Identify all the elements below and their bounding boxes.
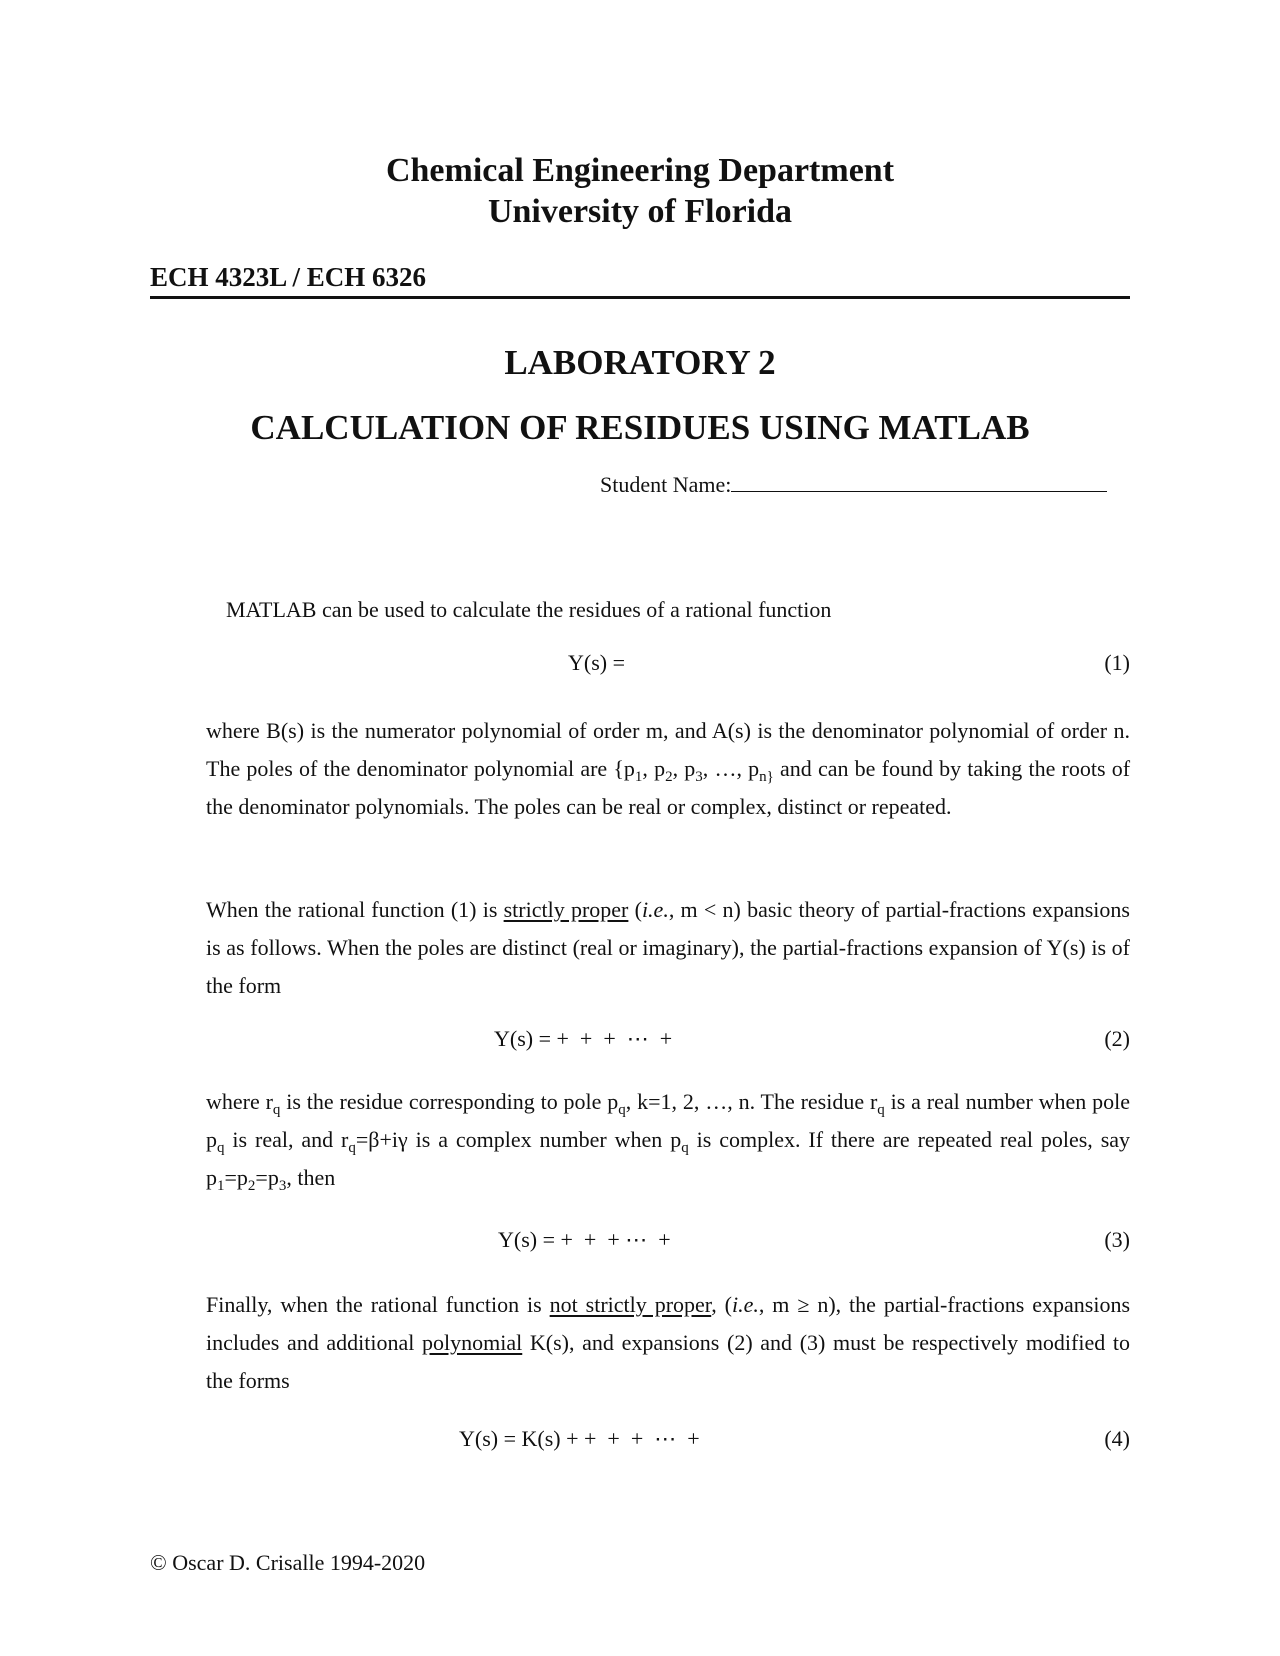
- equation-3-number: (3): [1104, 1227, 1130, 1252]
- course-code: ECH 4323L / ECH 6326: [150, 262, 427, 292]
- equation-4-expr: Y(s) = K(s) + + + + ⋯ +: [459, 1426, 700, 1451]
- strictly-proper-term: strictly proper: [503, 897, 629, 922]
- equation-2: [206, 1026, 1130, 1056]
- equation-3-expr: Y(s) = + + + ⋯ +: [498, 1227, 671, 1252]
- paragraph-not-strictly-proper: Finally, when the rational function is not strictly proper, (i.e., m ≥ n), the partial-fractions expansions includes and additional polynomial K(s), and expansions (2) and (3) must be respectively modified to the forms: [206, 1292, 1131, 1393]
- university-heading: University of Florida: [487, 193, 793, 230]
- lab-title: LABORATORY 2: [504, 343, 776, 382]
- not-strictly-proper-term: not strictly proper: [549, 1292, 712, 1317]
- equation-4: [206, 1426, 1130, 1456]
- copyright-footer: © Oscar D. Crisalle 1994-2020: [150, 1550, 426, 1575]
- student-name-field: [600, 472, 1130, 498]
- equation-1-expr: Y(s) =: [568, 650, 626, 675]
- page-title: CALCULATION OF RESIDUES USING MATLAB: [250, 408, 1030, 447]
- paragraph-poles: where B(s) is the numerator polynomial of order m, and A(s) is the denominator polynomial of order n. The poles of the denominator polynomial are {$p_1$, $p_2$, $p_3$, …, $p_{n\}}$ and can be found by taking the roots of the denominator polynomials. The poles can be real or complex, distinct or repeated.: [206, 718, 1131, 819]
- equation-1-number: (1): [1104, 650, 1130, 675]
- equation-1: [206, 650, 1130, 680]
- equation-4-number: (4): [1104, 1426, 1130, 1451]
- department-heading: Chemical Engineering Department: [385, 152, 895, 189]
- polynomial-term: polynomial: [422, 1330, 523, 1355]
- equation-2-expr: Y(s) = + + + ⋯ +: [494, 1026, 673, 1051]
- equation-3: [206, 1227, 1130, 1257]
- equation-2-number: (2): [1104, 1026, 1130, 1051]
- student-name-label: Student Name:: [600, 472, 732, 497]
- paragraph-strictly-proper: When the rational function (1) is strictly proper (i.e., m < n) basic theory of partial-fractions expansions is as follows. When the poles are distinct (real or imaginary), the partial-fractions expansion of Y(s) is of the form: [206, 897, 1130, 998]
- student-name-blank: [731, 472, 1107, 492]
- paragraph-residues: where $r_q$ is the residue corresponding to pole $p_q$, k=1, 2, …, n. The residue $r_q$ is a real number when pole $p_q$ is real, and $r_q=\beta+i\gamma$ is a complex number when $p_q$ is complex. If there are repeated real poles, say $p_1=p_2=p_3$, then: [206, 1089, 1131, 1194]
- header-rule: [150, 296, 1130, 299]
- intro-text: MATLAB can be used to calculate the residues of a rational function: [226, 597, 832, 622]
